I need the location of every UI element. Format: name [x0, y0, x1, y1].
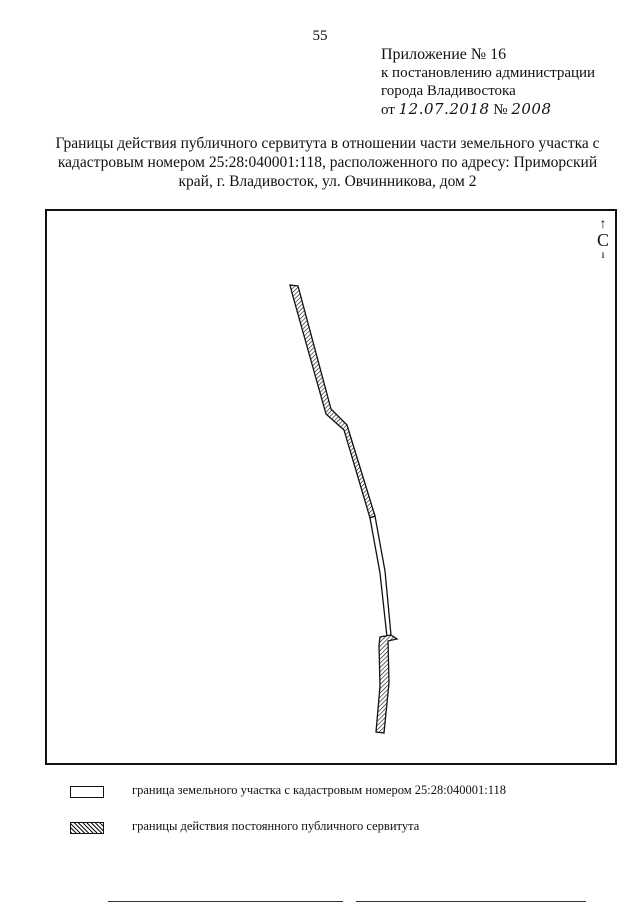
number-prefix: №: [493, 102, 508, 118]
appendix-block: [381, 46, 595, 119]
page-number: 55: [312, 28, 328, 44]
parcel-boundary: [370, 516, 391, 637]
handwritten-date: 12.07.2018: [398, 100, 490, 118]
north-letter: С: [596, 230, 609, 250]
date-prefix: от: [381, 102, 395, 118]
hatched-swatch-icon: [70, 822, 104, 834]
servitude-area-lower: [376, 635, 397, 733]
north-tick: ı: [601, 247, 605, 261]
handwritten-number: 2008: [511, 100, 552, 118]
legend-label-servitude: границы действия постоянного публичного сервитута: [132, 819, 420, 833]
legend-item-servitude: [70, 819, 590, 837]
appendix-title: Приложение № 16: [381, 46, 507, 63]
document-heading: Границы действия публичного сервитута в отношении части земельного участка с кадастровым номером 25:28:040001:118, расположенного по адресу: Приморский край, г. Владивосток, ул. Овчинникова, дом 2: [55, 135, 600, 190]
appendix-date-line: [381, 100, 595, 119]
legend-label-parcel: граница земельного участка с кадастровым номером 25:28:040001:118: [132, 783, 507, 797]
footer-rule-left: [108, 901, 343, 902]
north-arrow: [596, 219, 610, 259]
servitude-map: [47, 211, 615, 763]
map-frame: [45, 209, 617, 765]
legend-item-parcel: [70, 783, 590, 801]
north-arrow-icon: ↑: [599, 217, 607, 232]
outline-swatch-icon: [70, 786, 104, 798]
footer-rule-right: [356, 901, 586, 902]
appendix-line-2: города Владивостока: [381, 83, 516, 99]
appendix-line-1: к постановлению администрации: [381, 65, 596, 81]
servitude-area-upper: [290, 285, 375, 518]
